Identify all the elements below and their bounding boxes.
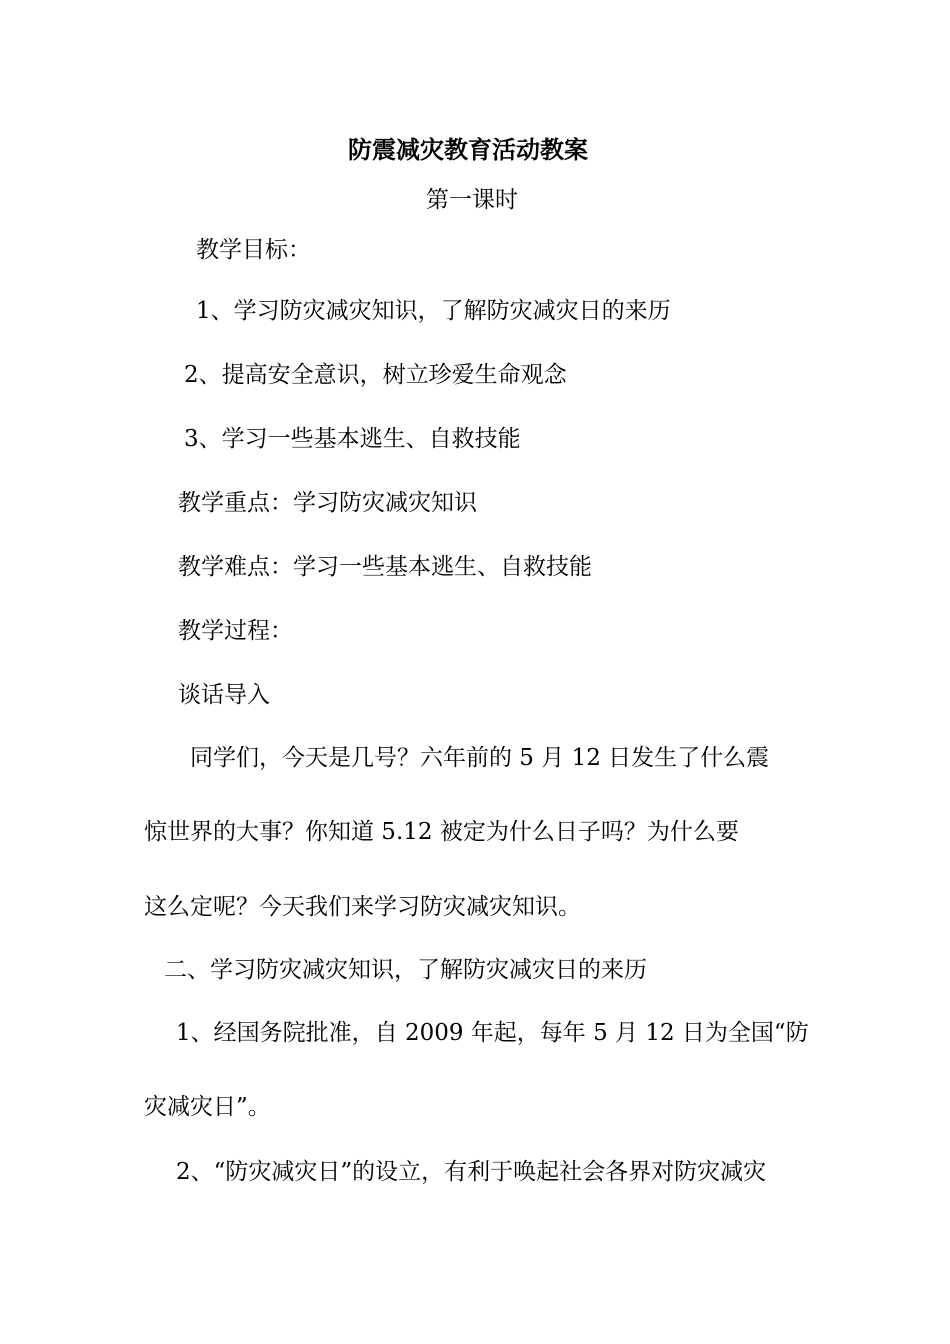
objective-item: 1、学习防灾减灾知识，了解防灾减灾日的来历: [196, 298, 671, 324]
intro-paragraph-line: 同学们，今天是几号？六年前的 5 月 12 日发生了什么震: [190, 745, 770, 771]
process-heading: 教学过程：: [178, 618, 293, 644]
lesson-subtitle: 第一课时: [426, 187, 518, 213]
key-point: 教学重点：学习防灾减灾知识: [178, 490, 477, 516]
objectives-heading: 教学目标：: [196, 237, 311, 263]
difficulty: 教学难点：学习一些基本逃生、自救技能: [178, 554, 592, 580]
objective-item: 3、学习一些基本逃生、自救技能: [184, 426, 521, 452]
intro-paragraph-line: 惊世界的大事？你知道 5.12 被定为什么日子吗？为什么要: [144, 819, 739, 845]
section-two-item-line: 1、经国务院批准，自 2009 年起，每年 5 月 12 日为全国“防: [176, 1020, 809, 1046]
section-two-item-line: 灾减灾日”。: [144, 1094, 271, 1120]
intro-heading: 谈话导入: [178, 682, 270, 708]
intro-paragraph-line: 这么定呢？今天我们来学习防灾减灾知识。: [144, 894, 581, 920]
objective-item: 2、提高安全意识，树立珍爱生命观念: [184, 362, 567, 388]
section-two-heading: 二、学习防灾减灾知识，了解防灾减灾日的来历: [164, 957, 647, 983]
document-title: 防震减灾教育活动教案: [348, 135, 588, 164]
section-two-item-line: 2、“防灾减灾日”的设立，有利于唤起社会各界对防灾减灾: [176, 1159, 767, 1185]
